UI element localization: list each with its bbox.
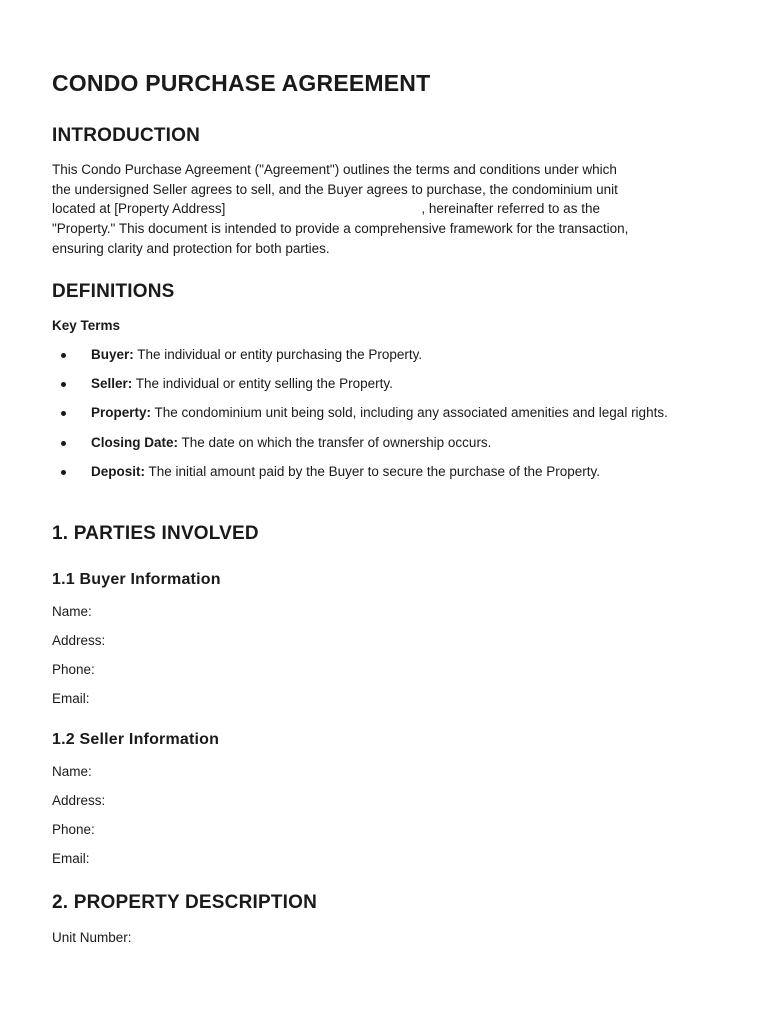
definitions-heading: DEFINITIONS	[52, 281, 175, 302]
list-item	[52, 403, 732, 423]
seller-info-heading: 1.2 Seller Information	[52, 731, 220, 748]
bullet-icon	[61, 353, 66, 358]
buyer-name-label: Name:	[52, 604, 92, 619]
term-definition: The individual or entity selling the Property.	[132, 376, 393, 392]
buyer-info-heading: 1.1 Buyer Information	[52, 571, 221, 588]
buyer-address-label: Address:	[52, 633, 106, 648]
intro-line-part: located at [Property Address]	[52, 201, 226, 217]
unit-number-label: Unit Number:	[52, 930, 132, 945]
term-definition: The individual or entity purchasing the Property.	[133, 347, 423, 362]
parties-heading: 1. PARTIES INVOLVED	[52, 523, 259, 544]
intro-line-part: , hereinafter referred to as the	[421, 201, 600, 217]
term-definition: The condominium unit being sold, including any associated amenities and legal rights.	[151, 405, 668, 421]
term-label: Buyer:	[91, 347, 134, 362]
term-definition: The initial amount paid by the Buyer to secure the purchase of the Property.	[145, 463, 601, 479]
property-description-heading: 2. PROPERTY DESCRIPTION	[52, 892, 318, 913]
intro-line: "Property." This document is intended to provide a comprehensive framework for the transaction,	[52, 221, 629, 237]
document-title: CONDO PURCHASE AGREEMENT	[52, 70, 431, 96]
bullet-icon	[61, 441, 66, 446]
term-definition: The date on which the transfer of ownership occurs.	[178, 434, 492, 450]
bullet-icon	[61, 411, 66, 416]
buyer-phone-label: Phone:	[52, 662, 95, 677]
introduction-heading: INTRODUCTION	[52, 125, 201, 146]
term-label: Closing Date:	[91, 434, 179, 450]
seller-email-label: Email:	[52, 851, 90, 866]
intro-line: ensuring clarity and protection for both parties.	[52, 240, 330, 256]
buyer-email-label: Email:	[52, 691, 90, 706]
seller-phone-label: Phone:	[52, 822, 95, 837]
key-terms-subheading: Key Terms	[52, 318, 121, 333]
list-item	[52, 433, 732, 453]
list-item	[52, 345, 732, 365]
definitions-list	[52, 345, 732, 491]
bullet-icon	[61, 382, 66, 387]
intro-line: the undersigned Seller agrees to sell, and the Buyer agrees to purchase, the condominium unit	[52, 181, 618, 197]
intro-line	[52, 199, 732, 219]
bullet-icon	[61, 470, 66, 475]
term-label: Property:	[91, 405, 152, 421]
intro-line: This Condo Purchase Agreement ("Agreement") outlines the terms and conditions under which	[52, 162, 617, 177]
list-item	[52, 462, 732, 482]
list-item	[52, 374, 732, 394]
term-label: Seller:	[91, 376, 133, 392]
term-label: Deposit:	[91, 463, 145, 479]
introduction-paragraph	[52, 160, 732, 259]
seller-name-label: Name:	[52, 764, 92, 779]
seller-address-label: Address:	[52, 793, 106, 808]
